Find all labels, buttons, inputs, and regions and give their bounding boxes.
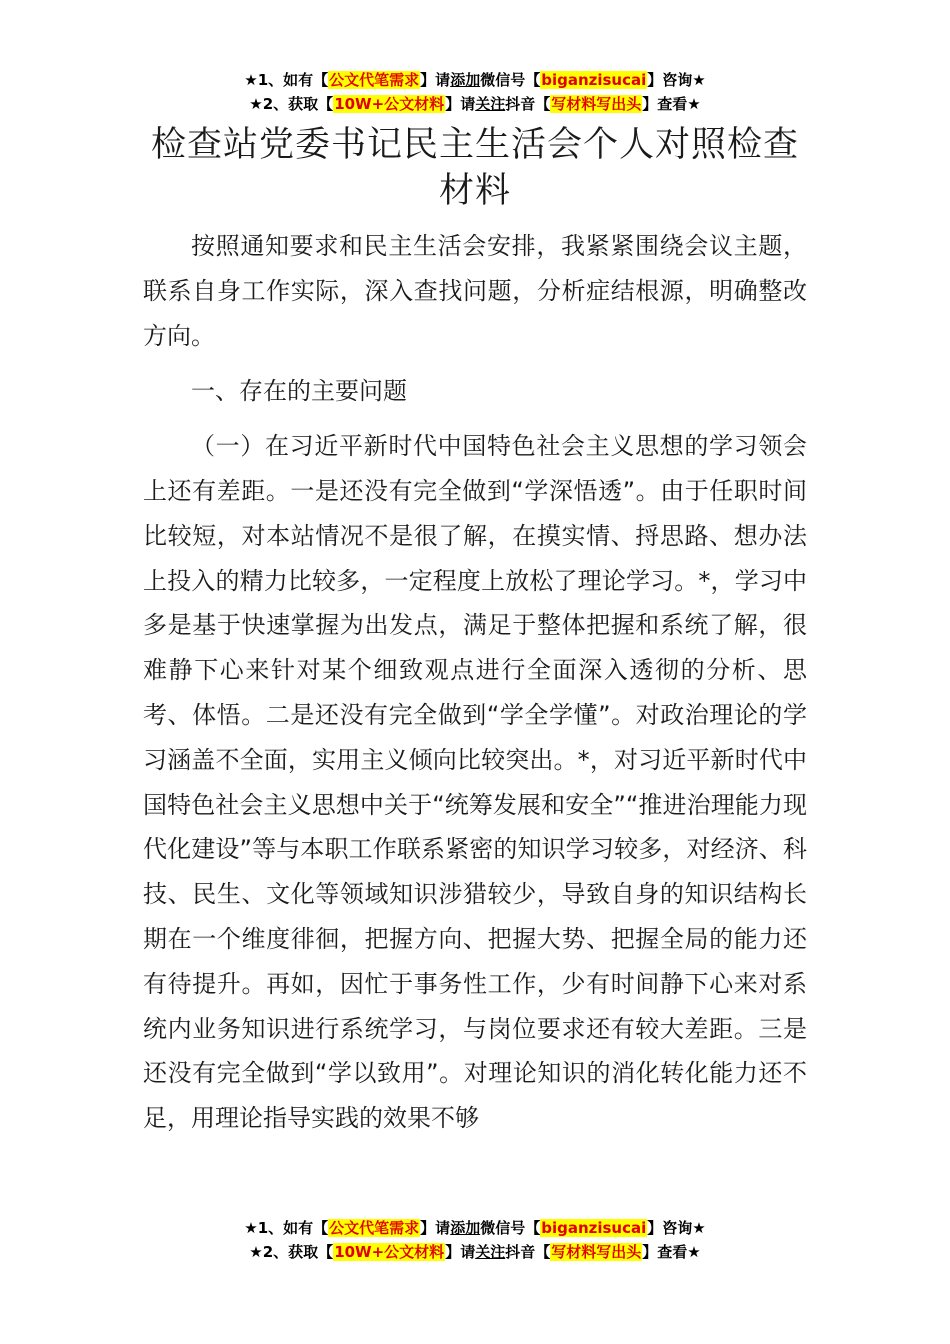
promo-wechat-id: biganzisucai <box>541 1219 647 1237</box>
promo-wechat-id: biganzisucai <box>541 71 647 89</box>
promo-highlight: 公文代笔需求 <box>329 1219 420 1237</box>
promo-line-2: ★2、获取【10W+公文材料】请关注抖音【写材料写出头】查看★ <box>249 95 701 113</box>
promo-highlight: 公文代笔需求 <box>329 71 420 89</box>
intro-paragraph: 按照通知要求和民主生活会安排，我紧紧围绕会议主题，联系自身工作实际，深入查找问题，分析症结根源，明确整改方向。 <box>143 232 807 350</box>
section-heading: 一、存在的主要问题 <box>191 377 407 406</box>
body-paragraph: （一）在习近平新时代中国特色社会主义思想的学习领会上还有差距。一是还没有完全做到“学深悟透”。由于任职时间比较短，对本站情况不是很了解，在摸实情、捋思路、想办法上投入的精力比较多，一定程度上放松了理论学习。*，学习中多是基于快速掌握为出发点，满足于整体把握和系统了解，很难静下心来针对某个细致观点进行全面深入透彻的分析、思考、体悟。二是还没有完全做到“学全学懂”。对政治理论的学习涵盖不全面，实用主义倾向比较突出。*，对习近平新时代中国特色社会主义思想中关于“统筹发展和安全”“推进治理能力现代化建设”等与本职工作联系紧密的知识学习较多，对经济、科技、民生、文化等领域知识涉猎较少，导致自身的知识结构长期在一个维度徘徊，把握方向、把握大势、把握全局的能力还有待提升。再如，因忙于事务性工作，少有时间静下心来对系统内业务知识进行系统学习，与岗位要求还有较大差距。三是还没有完全做到“学以致用”。对理论知识的消化转化能力还不足，用理论指导实践的效果不够 <box>143 432 807 1133</box>
promo-douyin-id: 写材料写出头 <box>551 95 642 113</box>
footer-promo-banner <box>0 1216 950 1264</box>
document-body <box>143 224 807 1141</box>
header-promo-banner <box>0 68 950 116</box>
promo-highlight: 10W+公文材料 <box>334 95 445 113</box>
promo-line-1: ★1、如有【公文代笔需求】请添加微信号【biganzisucai】咨询★ <box>244 71 706 89</box>
promo-line-2: ★2、获取【10W+公文材料】请关注抖音【写材料写出头】查看★ <box>249 1243 701 1261</box>
document-title: 检查站党委书记民主生活会个人对照检查材料 <box>150 125 799 211</box>
promo-douyin-id: 写材料写出头 <box>551 1243 642 1261</box>
promo-highlight: 10W+公文材料 <box>334 1243 445 1261</box>
promo-line-1: ★1、如有【公文代笔需求】请添加微信号【biganzisucai】咨询★ <box>244 1219 706 1237</box>
